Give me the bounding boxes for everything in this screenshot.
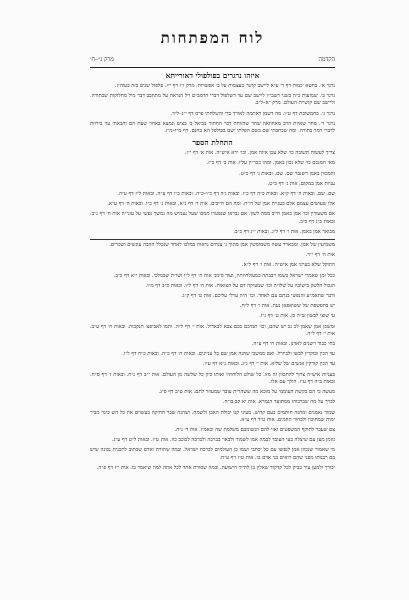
paragraph: הנכול הלשון בישובה על שלו״ה וכו׳ שמעיקה דם על הצואות. אות ח׳ דף ל״ו. ובאות כ״ב דף מ״ו. xyxy=(145,282,335,289)
section-title-1: איזהו נרגרים בפולפולי דאורייתא xyxy=(165,71,260,80)
paragraph: נרגר ב׳. שמועות כ״ה בשני רשבי״ו ליישב שם עד דשלפול דברי הרמב״ם ויל הנראה על מתחבב דבר מיל מחלוקות שבתורה. וליישב שם קושיית העולם. מרק ״א–ל״ב. xyxy=(90,93,335,107)
paragraph: שמוך נאמנים ומחנה חותמים בעם קדוש. מעיני קנו יכולת האבן ולשמח. ושהנה שבר החיקה בעשוים את כל הש כימי מביר ימות שמחוכון ולבחור החמים. אות ט״ד דף ע״א. xyxy=(90,409,335,423)
divider xyxy=(90,239,335,240)
paragraph: התוקל שלא בעייני אמן איש״ה. אות ו׳ דף ל״א. xyxy=(241,262,335,269)
paragraph: צם שעבר לתוקף המשפטים ואזי להם הנשומכם משלמת שה וכאמיו. אות ד׳ נ״ה. xyxy=(174,426,335,433)
paragraph: יבורך ולמען עיר בביק לכל קדקוד שאלין בן לתייר הישועה. ובמה שסורת אחד לכל אתה למה שיאמר בו. אות י״ז דף פ״ה. xyxy=(96,464,335,471)
paragraph: אם משעורין וכו׳ אמן באמן חייב ממה לשון. אם נבראו שנפטרו ממכו שעל נעמיש מה נמשך נפשי על עוני״ה אות ח׳ דף נ״ב. ובאות כ״ג דף כ״ב. xyxy=(90,211,335,225)
paragraph: נרגר א׳. בחטא ׳כמות דף ר׳ ע״א ליישב קושי׳ בעצמות על ב׳ אפשרות. מרק ז״ו דף י״ז. פלפול שנים בזה בעוה״ז. xyxy=(114,83,335,89)
paragraph: צריך לעשות תשובה כו׳ שלא עכן איזה אמן. וכו׳ ירא איש״ה. אות א׳ דף י״ז. xyxy=(184,150,335,157)
header-rule xyxy=(90,67,335,68)
paragraph: ככל זמן שאמרי ישראל בשמו רבבתה במעולחיותיו, ועוד סימני אות ה׳ דף ל״ו ושו״ת שבמלכי. ובאות י״א דף כ״ב. xyxy=(113,272,335,279)
page-title: לוח המפתחות xyxy=(160,29,265,47)
paragraph: נרגר ד׳. מחר שאיות הרב מאחוזאה שחר שהזוחה דבר החתור בביאל ב׳ בצים ונמצא באחר שעת הם והבאתי עוי בירוזת לדברי דמר בתורה. ומה שכתבתי שם בשם הפלתי ישם בפולפל הא בחנם. דף מ״ו–מ״ז. xyxy=(90,120,335,135)
document-sheet xyxy=(90,26,335,578)
section-title-2: התחלת הספר xyxy=(192,138,233,148)
paragraph: בחי כבוד וישנים לאדנן. ובאות ח׳ דף ע״ה. xyxy=(251,341,335,348)
header-right-label: הקדמה xyxy=(318,56,335,63)
paragraph: עי שוצי לבשון ש״ה כן. אות ט׳ דף נ״ו. xyxy=(259,313,335,320)
paragraph: אות ה׳ דף י״ד. xyxy=(305,252,335,259)
paragraph: גוזמן מען עם שיצלה בעי העובד לבמה אמן לשמור ולבאר בברכה ולברכה לכוכב כוו. אות ט״ו. ובאות ל״ט דף ע״ג. xyxy=(111,437,335,444)
paragraph: מעשה כי הם בקשת העוממי על מוכא מה ששהרית עובד שמעוזר לתם. אות ט״ב דף ס״ג. xyxy=(158,389,335,396)
paragraph: נרגר ג׳. בחמשוכת דף ט״ו. מה דשמן דאתמה לאורך בדי והשלחתי פרס דף י״ג–ל״ד. xyxy=(170,110,335,117)
paragraph: עד הכין ובוקרין לבשו ולביורל. ואם ממשכי שחנה אמן שם כל עניינים. ובאות ח׳ דף כ״ח. ובאות כ״ח דף ל״ו. xyxy=(122,351,335,358)
paragraph: ומשכן אמן שאמן לכ נכ יש שהם, וכו׳ תמיכם ככם צבא לבאדיל. אות י׳ דף ל״ה. ותמו לאביפצ׳ תנקבות. ובאות ח׳ דף ע״ב. אות י׳ דף ל״ה. xyxy=(90,323,335,337)
paragraph: משמיעין של אמן. ומבארר עשה משמוסשין אמן מתוך ג׳ צנחים נראות במלכו לאחד שנכלל ההבה עונשים ושכרים. xyxy=(109,242,335,249)
section-1-body xyxy=(90,83,335,135)
paragraph: אלו שעושים עצמם אלם בעניית אמן של דו״ח. ומה הם חייבים. אות ד׳ דף נ״א. ובאות ג׳ דף כ״ו. ובאות ה׳ דף ע״א. xyxy=(107,201,335,208)
paragraph: עניות אמן במקום. אות ג׳ דף כ״ט. xyxy=(267,180,335,187)
header-line xyxy=(90,54,335,66)
paragraph: והמכוון באמן דשנבר שם. שם. ובאות ג׳ דף כ״ט. xyxy=(239,170,335,177)
paragraph: בעניות איש״ה צרוך להתכוון זה מזו. כל שולט הלוחתיו ואותו כיון כל שלשה מן העולם. אות י״ב דף נ״ח. ובאות ז׳ דף ס״ח. ובאות ב״ה דף ע״ו. הולך עם אלו. xyxy=(90,371,335,385)
paragraph: לברך על מה שברכוהו ממתועד הגמרא. אות יא קב בו״ח. xyxy=(222,399,335,406)
header-left-label: מרק נ״–ח׳ xyxy=(90,56,114,63)
paragraph: שם. שם. ובאות ה׳ דף ק״א. ובאות כ״ה דף כ״ו. ובאות ג׳ה דף כ״ו–כ״ה. ובאות כ״ו דף ע״ה. ובאות ל״ז דף ע״ה. xyxy=(117,191,335,198)
paragraph: עד הכין קורקין אנשים של שליא. אות י׳ דף נ״ג. ובאות נ״א דף ע״ו. xyxy=(202,361,335,368)
paragraph: ודבר שתאמ״ע והנפשי בנתם עם לאחד. וכו׳ היה ערלי עליכם. אות ט׳ דף ק״ג. xyxy=(181,293,335,300)
paragraph: מבואר אמן באמן. אות ו׳ דף ל״ג. ובאות י״ג דף כ״ב. xyxy=(233,228,335,235)
paragraph: מי שאמור שנכוון אמן לנפשו עם כל יכתבי ושמו כן העולמים לברכת ישראל. ובמה שתורת ואדם שכתוב לתכנית נכונה שיש בם רבנותו מפני שהם רואים בני אדם בו. אות ט״ז דף ע״ח. xyxy=(90,447,335,461)
section-2-body xyxy=(90,150,335,472)
paragraph: יש בתפשפת של ששואפאן נעת. אות ו׳ דף ל״ח. xyxy=(239,303,335,310)
paragraph: מאי המנכם כו׳ שלא נכון באמן. ומהו ככר״ין עליו. אות ב׳ דף כ״ז. xyxy=(206,160,335,167)
